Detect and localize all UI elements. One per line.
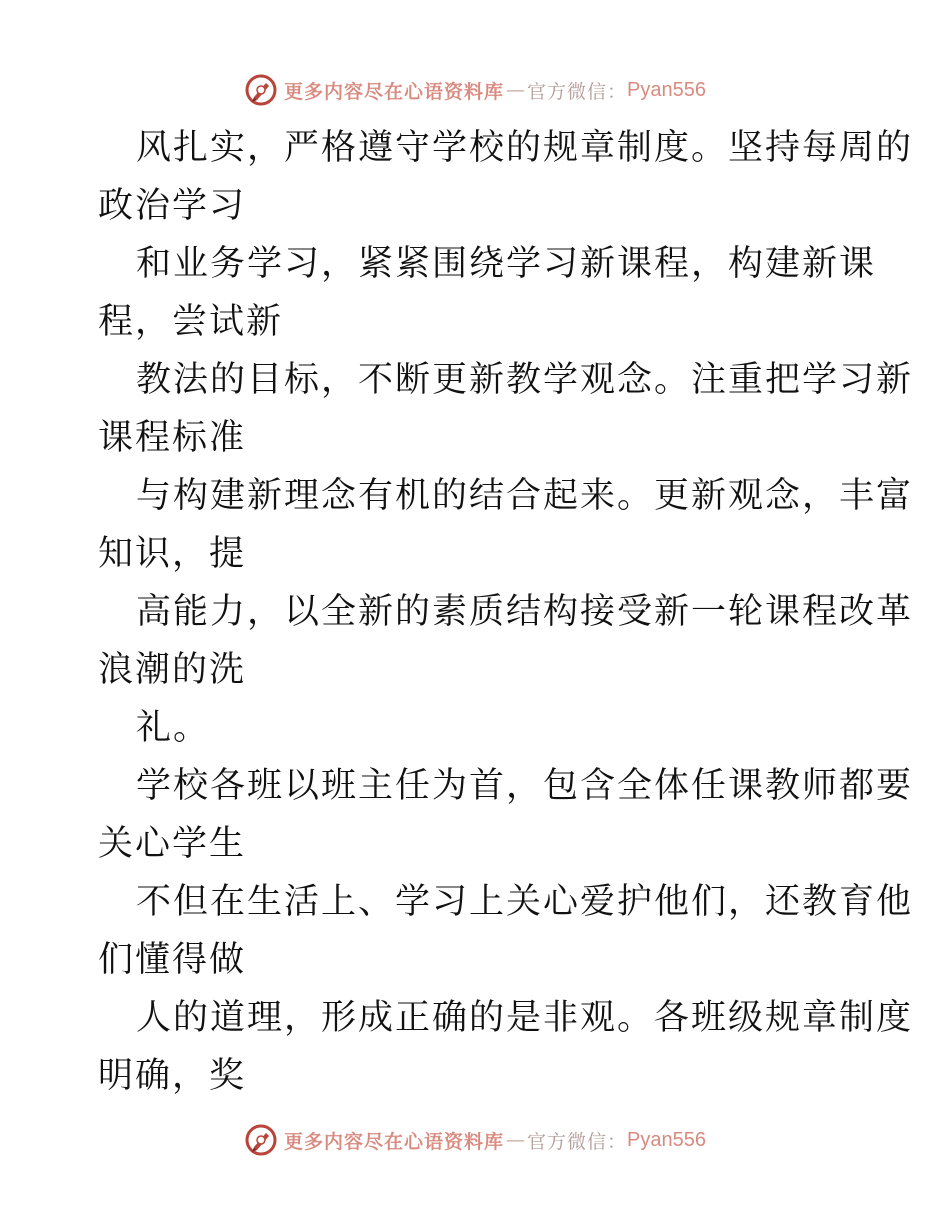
text-line: 风扎实，严格遵守学校的规章制度。坚持每周的 bbox=[136, 128, 914, 168]
text-line: 关心学生 bbox=[98, 824, 247, 864]
banner-separator: — bbox=[506, 79, 526, 101]
text-line: 程，尝试新 bbox=[98, 302, 284, 342]
text-line: 与构建新理念有机的结合起来。更新观念，丰富 bbox=[136, 476, 914, 516]
banner-wechat-id: Pyan556 bbox=[627, 1128, 706, 1151]
text-line: 明确，奖 bbox=[98, 1056, 247, 1096]
banner-wechat-label: 官方微信： bbox=[527, 80, 628, 103]
text-line: 学校各班以班主任为首，包含全体任课教师都要 bbox=[136, 766, 914, 806]
text-line: 和业务学习，紧紧围绕学习新课程，构建新课 bbox=[136, 244, 877, 284]
text-line: 人的道理，形成正确的是非观。各班级规章制度 bbox=[136, 998, 914, 1038]
red-pen-logo-icon bbox=[244, 1123, 278, 1157]
text-line: 礼。 bbox=[136, 708, 211, 748]
text-line: 浪潮的洗 bbox=[98, 650, 247, 690]
banner-wechat-label: 官方微信： bbox=[527, 1130, 628, 1153]
text-line: 们懂得做 bbox=[98, 940, 247, 980]
footer-banner bbox=[0, 1120, 950, 1160]
header-banner bbox=[0, 70, 950, 110]
banner-separator: — bbox=[506, 1129, 526, 1151]
text-line: 高能力，以全新的素质结构接受新一轮课程改革 bbox=[136, 592, 914, 632]
text-line: 不但在生活上、学习上关心爱护他们，还教育他 bbox=[136, 882, 914, 922]
text-line: 课程标准 bbox=[98, 418, 247, 458]
banner-brand-text: 更多内容尽在心语资料库 bbox=[284, 1130, 505, 1153]
text-line: 知识，提 bbox=[98, 534, 247, 574]
banner-brand-text: 更多内容尽在心语资料库 bbox=[284, 80, 505, 103]
text-line: 政治学习 bbox=[98, 186, 247, 226]
banner-wechat-id: Pyan556 bbox=[627, 78, 706, 101]
text-line: 教法的目标，不断更新教学观念。注重把学习新 bbox=[136, 360, 914, 400]
red-pen-logo-icon bbox=[244, 73, 278, 107]
